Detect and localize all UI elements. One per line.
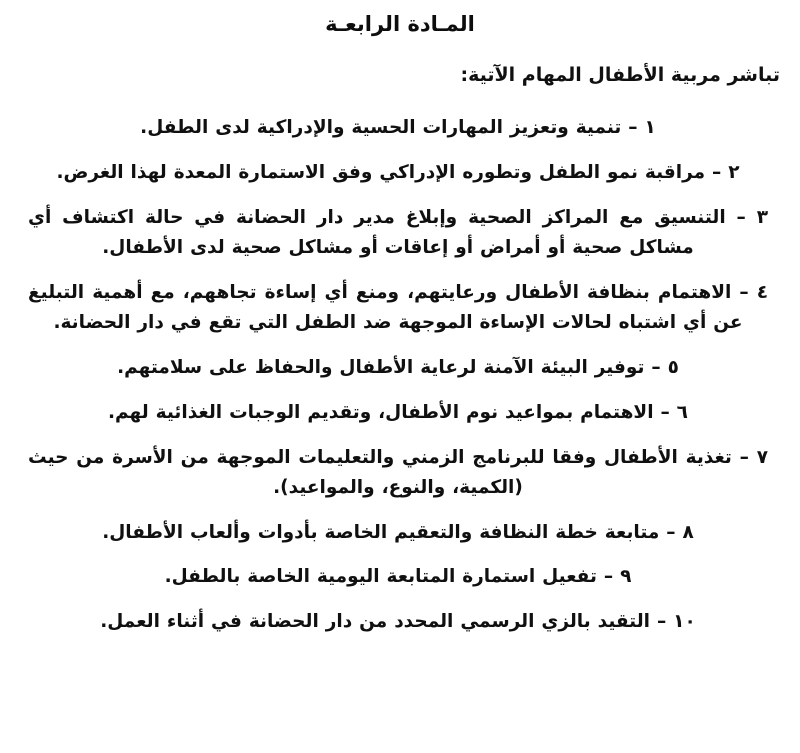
clause-item: ٨ – متابعة خطة النظافة والتعقيم الخاصة بأدوات وألعاب الأطفال. bbox=[102, 521, 694, 543]
clause-item: ٦ – الاهتمام بمواعيد نوم الأطفال، وتقديم الوجبات الغذائية لهم. bbox=[108, 401, 688, 423]
clause-item: ٣ – التنسيق مع المراكز الصحية وإبلاغ مدير دار الحضانة في حالة اكتشاف أي مشاكل صحية أو أمراض أو إعاقات أو مشاكل صحية لدى الأطفال. bbox=[28, 206, 768, 258]
intro-paragraph: تباشر مربية الأطفال المهام الآتية: bbox=[460, 64, 780, 87]
page-title: المـادة الرابعـة bbox=[325, 12, 475, 36]
clause-item: ١ – تنمية وتعزيز المهارات الحسية والإدراكية لدى الطفل. bbox=[140, 116, 656, 138]
clause-item: ٩ – تفعيل استمارة المتابعة اليومية الخاصة بالطفل. bbox=[164, 566, 632, 588]
clause-list bbox=[14, 113, 786, 638]
clause-item: ٢ – مراقبة نمو الطفل وتطوره الإدراكي وفق الاستمارة المعدة لهذا الغرض. bbox=[56, 161, 740, 183]
clause-item: ٤ – الاهتمام بنظافة الأطفال ورعايتهم، ومنع أي إساءة تجاههم، مع أهمية التبليغ عن أي اشتباه لحالات الإساءة الموجهة ضد الطفل التي تقع في دار الحضانة. bbox=[28, 281, 768, 333]
clause-item: ٧ – تغذية الأطفال وفقا للبرنامج الزمني والتعليمات الموجهة من الأسرة من حيث (الكمية، والنوع، والمواعيد). bbox=[28, 446, 768, 498]
clause-item: ٥ – توفير البيئة الآمنة لرعاية الأطفال والحفاظ على سلامتهم. bbox=[117, 356, 679, 378]
clause-item: ١٠ – التقيد بالزي الرسمي المحدد من دار الحضانة في أثناء العمل. bbox=[100, 611, 696, 633]
